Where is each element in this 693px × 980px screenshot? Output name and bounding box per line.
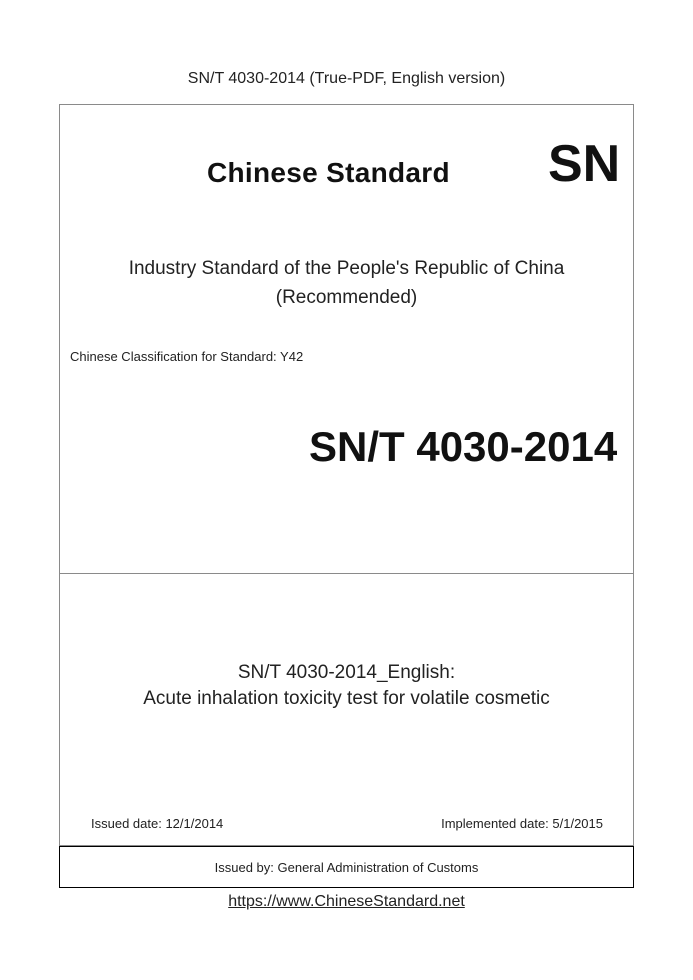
industry-standard-line: Industry Standard of the People's Republic of China — [128, 258, 565, 279]
brand-title: Chinese Standard — [207, 157, 450, 188]
implemented-date: Implemented date: 5/1/2015 — [441, 816, 603, 831]
sn-logo: SN — [548, 135, 621, 193]
document-header: SN/T 4030-2014 (True-PDF, English version) — [187, 70, 506, 87]
footer-link-container — [0, 893, 693, 911]
cover-bottom-frame — [59, 574, 634, 846]
issuer-text: Issued by: General Administration of Customs — [214, 859, 479, 875]
website-link[interactable]: https://www.ChineseStandard.net — [228, 893, 465, 910]
standard-number: SN/T 4030-2014 — [309, 423, 618, 470]
issued-date: Issued date: 12/1/2014 — [91, 816, 224, 831]
classification-label: Chinese Classification for Standard: Y42 — [70, 349, 304, 364]
document-code-title: SN/T 4030-2014_English: — [237, 662, 456, 683]
issuer-box — [59, 846, 634, 888]
document-title: Acute inhalation toxicity test for volatile cosmetic — [143, 688, 550, 709]
recommended-line: (Recommended) — [275, 287, 418, 308]
